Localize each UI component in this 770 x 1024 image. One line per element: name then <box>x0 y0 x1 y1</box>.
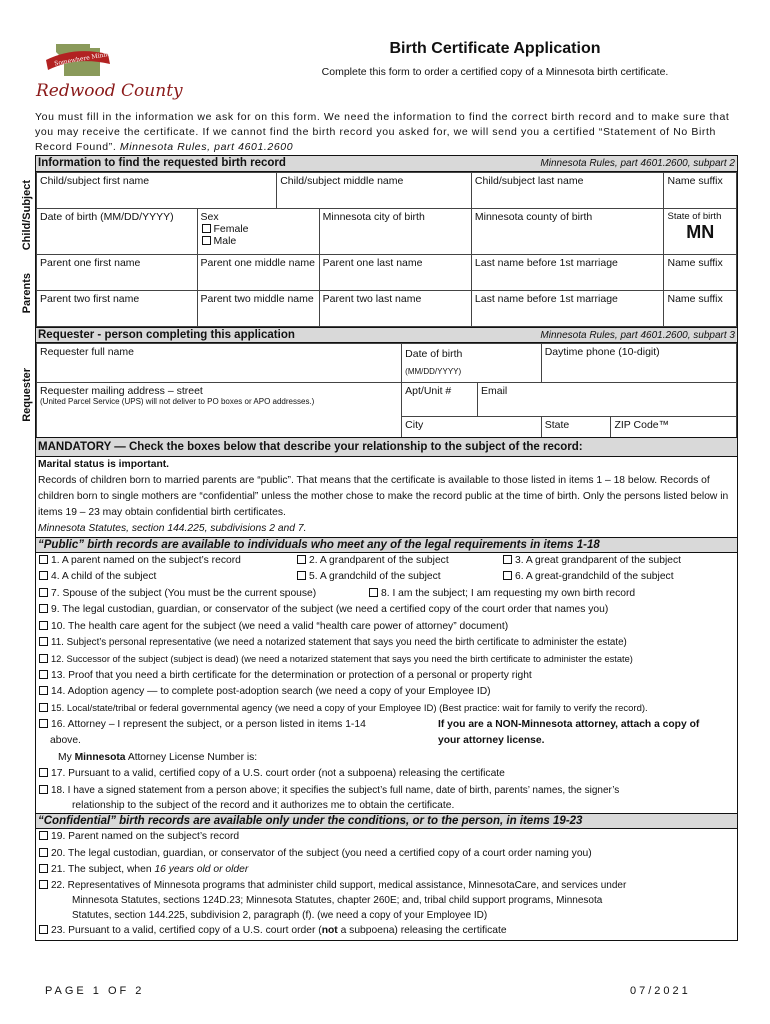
items-1-3 <box>36 553 737 569</box>
parent1-maiden-field[interactable]: Last name before 1st marriage <box>471 255 664 291</box>
intro-text: You must fill in the information we ask for on this form. We need the information to find the correct birth record and to make sure that you may receive the certificate. If we cannot find the birth record you asked for, we will send you a certified “Statement of No Birth Record Found”. <box>35 111 730 153</box>
male-label: Male <box>213 235 237 247</box>
marital-note: Marital status is important. <box>38 459 170 470</box>
items-7-8 <box>36 586 737 602</box>
items-4-6 <box>36 569 737 585</box>
requester-name-field[interactable]: Requester full name <box>37 344 402 383</box>
item-5[interactable]: 5. A grandchild of the subject <box>296 569 502 585</box>
logo-banner-text: Somewhere Minnesota <box>53 48 124 68</box>
item-6[interactable]: 6. A great-grandchild of the subject <box>502 569 674 585</box>
confidential-header: “Confidential” birth records are available only under the conditions, or to the person, in items 19-23 <box>36 813 737 829</box>
records-paragraph: Records of children born to married parents are “public”. That means that the certificate is available to those listed in items 1 – 18 below. Records of children born to single mothers are “confidential” unless the mother chose to make the record public at the time of birth. Only the persons listed below in items 19 – 23 may obtain confidential birth certificates. <box>38 475 729 518</box>
child-suffix-field[interactable]: Name suffix <box>664 173 737 209</box>
item-8[interactable]: 8. I am the subject; I am requesting my own birth record <box>368 586 635 602</box>
item-22-cont1: Minnesota Statutes, sections 124D.23; Minnesota Statutes, chapter 260E; and, tribal child support programs, Minnesota <box>72 895 603 907</box>
requester-phone-field[interactable]: Daytime phone (10-digit) <box>541 344 736 383</box>
section2-rule: Minnesota Rules, part 4601.2600, subpart 3 <box>540 330 735 341</box>
form-date: 07/2021 <box>630 985 691 997</box>
requester-state-field[interactable]: State <box>541 417 611 451</box>
page-number: PAGE 1 OF 2 <box>45 985 145 997</box>
requester-address-field[interactable]: Requester mailing address – street (United Parcel Service (UPS) will not deliver to PO boxes or APO addresses.) <box>37 383 402 451</box>
female-checkbox[interactable] <box>202 224 211 233</box>
requester-email-field[interactable]: Email <box>478 383 737 417</box>
requester-dob-field[interactable]: Date of birth (MM/DD/YYYY) <box>402 344 542 383</box>
parent2-first-field[interactable]: Parent two first name <box>37 291 198 327</box>
requester-table <box>36 343 737 451</box>
sex-options <box>197 209 319 255</box>
child-last-name-field[interactable]: Child/subject last name <box>471 173 664 209</box>
item-16[interactable]: 16. Attorney – I represent the subject, or a person listed in items 1-14 If you are a NON-Minnesota attorney, attach a copy of <box>36 717 737 733</box>
county-of-birth-field[interactable]: Minnesota county of birth <box>471 209 664 255</box>
redwood-county-logo <box>34 40 183 104</box>
form-subtitle: Complete this form to order a certified copy of a Minnesota birth certificate. <box>321 66 669 78</box>
item-15[interactable]: 15. Local/state/tribal or federal governmental agency (we need a copy of your Employee ID) (Best practice: wait for family to verify the record). <box>36 701 737 717</box>
item-4[interactable]: 4. A child of the subject <box>38 569 296 585</box>
male-checkbox[interactable] <box>202 236 211 245</box>
item-12[interactable]: 12. Successor of the subject (subject is dead) (we need a notarized statement that says you need the birth certificate to administer the estate) <box>36 651 737 667</box>
intro-rule: Minnesota Rules, part 4601.2600 <box>119 141 294 153</box>
item-1[interactable]: 1. A parent named on the subject’s record <box>38 553 296 569</box>
item-11[interactable]: 11. Subject’s personal representative (we need a notarized statement that says you need the birth certificate to administer the estate) <box>36 635 737 651</box>
side-label-requester: Requester <box>21 368 33 422</box>
female-label: Female <box>213 223 249 235</box>
address-note: (United Parcel Service (UPS) will not deliver to PO boxes or APO addresses.) <box>40 397 315 406</box>
item-19[interactable]: 19. Parent named on the subject’s record <box>36 829 737 845</box>
item-9[interactable]: 9. The legal custodian, guardian, or conservator of the subject (we need a certified copy of the court order that names you) <box>36 602 737 618</box>
item-23[interactable]: 23. Pursuant to a valid, certified copy of a U.S. court order (not a subpoena) releasing the certificate <box>36 923 737 939</box>
sex-label: Sex <box>200 211 219 223</box>
requester-zip-field[interactable]: ZIP Code™ <box>611 417 737 451</box>
section1-title: Information to find the requested birth record <box>38 157 286 169</box>
state-of-birth: State of birth MN <box>664 209 737 255</box>
item-13[interactable]: 13. Proof that you need a birth certificate for the determination or protection of a personal or property right <box>36 668 737 684</box>
state-of-birth-value: MN <box>686 222 715 242</box>
parent2-middle-field[interactable]: Parent two middle name <box>197 291 319 327</box>
item-21[interactable]: 21. The subject, when 16 years old or older <box>36 862 737 878</box>
city-of-birth-field[interactable]: Minnesota city of birth <box>319 209 471 255</box>
section1-rule: Minnesota Rules, part 4601.2600, subpart 2 <box>540 158 735 169</box>
logo-script-text: Redwood County <box>36 81 183 101</box>
item-22-cont2: Statutes, section 144.225, subdivision 2, paragraph (f). (we need a copy of your Employee ID) <box>72 910 488 922</box>
mandatory-section <box>35 437 738 941</box>
item-20[interactable]: 20. The legal custodian, guardian, or conservator of the subject (you need a certified copy of a court order naming you) <box>36 846 737 862</box>
item-22[interactable]: 22. Representatives of Minnesota programs that administer child support, medical assistance, MinnesotaCare, and services under <box>36 878 737 893</box>
child-dob-field[interactable]: Date of birth (MM/DD/YYYY) <box>37 209 198 255</box>
section2-title: Requester - person completing this application <box>38 329 295 341</box>
section1-header <box>36 156 737 172</box>
public-header: “Public” birth records are available to individuals who meet any of the legal requirements in items 1-18 <box>36 537 737 553</box>
item-14[interactable]: 14. Adoption agency — to complete post-adoption search (we need a copy of your Employee ID) <box>36 684 737 700</box>
item-18[interactable]: 18. I have a signed statement from a person above; it specifies the subject’s full name, date of birth, parents’ names, the signer’s <box>36 783 737 799</box>
subject-table <box>36 172 737 327</box>
item-18-cont: relationship to the subject of the record and it authorizes me to obtain the certificate. <box>72 800 455 812</box>
item-3[interactable]: 3. A great grandparent of the subject <box>502 553 681 569</box>
item-10[interactable]: 10. The health care agent for the subject (we need a valid “health care power of attorney” document) <box>36 619 737 635</box>
child-middle-name-field[interactable]: Child/subject middle name <box>277 173 472 209</box>
attorney-license-field[interactable]: My Minnesota Attorney License Number is: <box>58 751 258 763</box>
item-7[interactable]: 7. Spouse of the subject (You must be the current spouse) <box>38 586 368 602</box>
item-17[interactable]: 17. Pursuant to a valid, certified copy of a U.S. court order (not a subpoena) releasing the certificate <box>36 766 737 782</box>
item-2[interactable]: 2. A grandparent of the subject <box>296 553 502 569</box>
parent1-middle-field[interactable]: Parent one middle name <box>197 255 319 291</box>
requester-dob-format: (MM/DD/YYYY) <box>405 367 462 376</box>
parent2-last-field[interactable]: Parent two last name <box>319 291 471 327</box>
parent1-suffix-field[interactable]: Name suffix <box>664 255 737 291</box>
side-label-child: Child/Subject <box>21 179 33 251</box>
intro-paragraph <box>35 110 740 155</box>
requester-city-field[interactable]: City <box>402 417 542 451</box>
parent2-suffix-field[interactable]: Name suffix <box>664 291 737 327</box>
form-title: Birth Certificate Application <box>389 40 601 57</box>
mandatory-header: MANDATORY — Check the boxes below that describe your relationship to the subject of the record: <box>36 438 737 457</box>
side-label-parents: Parents <box>21 272 33 314</box>
non-mn-attorney-note: If you are a NON-Minnesota attorney, attach a copy of <box>438 719 700 731</box>
parent1-last-field[interactable]: Parent one last name <box>319 255 471 291</box>
child-first-name-field[interactable]: Child/subject first name <box>37 173 277 209</box>
section2-header <box>36 327 737 343</box>
parent2-maiden-field[interactable]: Last name before 1st marriage <box>471 291 664 327</box>
statute-reference: Minnesota Statutes, section 144.225, subdivisions 2 and 7. <box>38 523 307 534</box>
form-fields <box>21 155 738 452</box>
item-16-cont: above. your attorney license. <box>50 735 545 747</box>
requester-apt-field[interactable]: Apt/Unit # <box>402 383 478 417</box>
parent1-first-field[interactable]: Parent one first name <box>37 255 198 291</box>
